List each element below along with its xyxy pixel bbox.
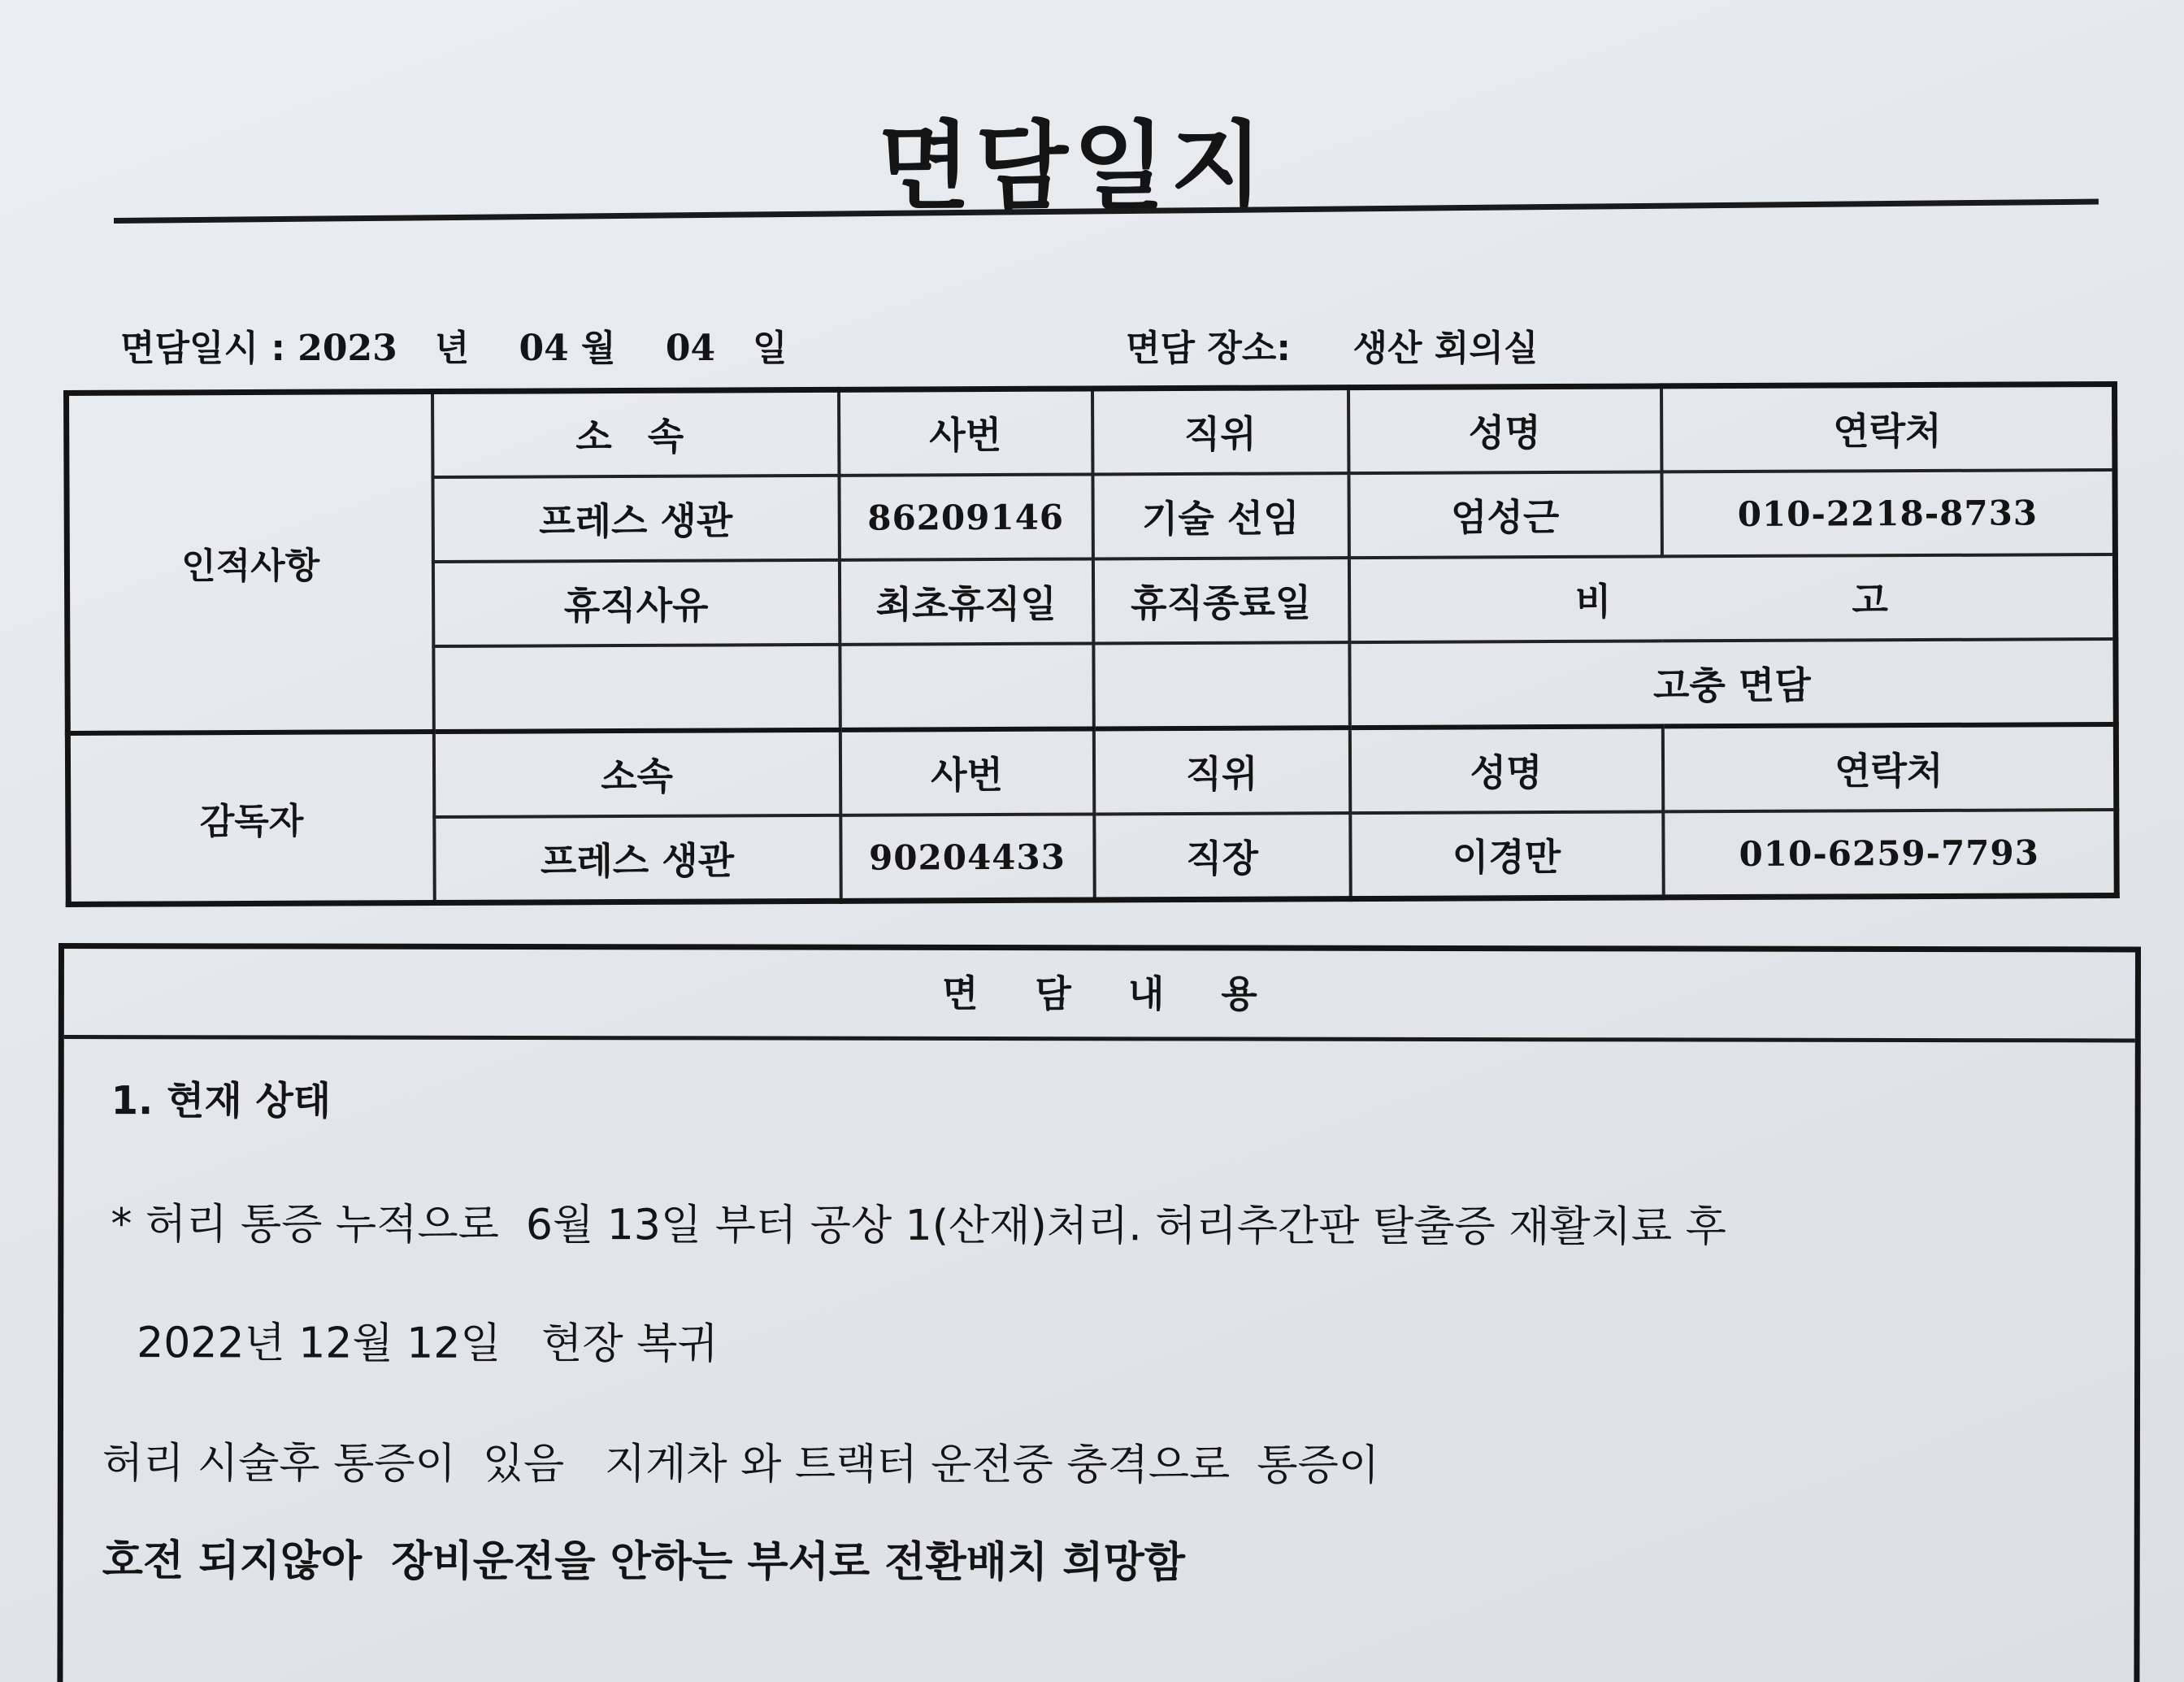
content-line-3: 허리 시술후 통증이 있음 지게차 와 트랙터 운전중 충격으로 통증이 [102,1439,1380,1490]
date-year-unit: 년 [434,328,470,369]
interview-place [1126,319,1538,371]
supervisor-header-row [67,724,2116,819]
leave-end [1093,642,1349,728]
employee-header-row [67,384,2115,478]
employee-dept: 프레스 생관 [432,476,839,562]
leave-header-start: 최초휴직일 [839,558,1092,644]
interview-date [120,319,788,371]
employee-id: 86209146 [839,474,1092,559]
employee-name: 엄성근 [1348,472,1661,558]
supervisor-header-name: 성명 [1349,726,1662,813]
document-title: 면담일지 [878,111,1268,223]
date-day: 04 [665,328,716,369]
interview-content-box [57,943,2141,1682]
supervisor-id: 90204433 [840,814,1094,901]
date-year: 2023 [297,328,397,369]
leave-header-reason: 휴직사유 [432,560,839,646]
employee-header-contact: 연락처 [1661,384,2114,472]
date-label: 면담일시 : [120,328,298,369]
supervisor-name: 이경만 [1350,811,1663,898]
supervisor-position: 직장 [1094,813,1350,900]
supervisor-header-contact: 연락처 [1662,724,2116,811]
employee-header-dept: 소 속 [432,389,839,477]
leave-header-end: 휴직종료일 [1092,558,1348,643]
supervisor-dept: 프레스 생관 [434,815,840,903]
supervisor-header-position: 직위 [1093,728,1349,814]
content-line-1: * 허리 통증 누적으로 6월 13일 부터 공상 1(산재)처리. 허리추간판 탈출증 재활치료 후 [111,1200,1726,1252]
employee-header-position: 직위 [1092,388,1348,475]
content-header: 면담내용 [64,949,2135,1042]
employee-group-label: 인적사항 [67,392,434,733]
employee-contact: 010-2218-8733 [1661,470,2115,556]
date-month: 04 [519,328,569,369]
leave-reason [433,645,840,732]
supervisor-header-id: 사번 [840,728,1093,815]
place-value: 생산 회의실 [1353,328,1539,369]
leave-start [840,643,1093,729]
section-title: 1. 현재 상태 [111,1078,332,1124]
content-line-4: 호전 되지않아 장비운전을 안하는 부서로 전환배치 희망함 [102,1536,1186,1588]
date-day-unit: 일 [753,328,788,369]
date-month-unit: 월 [581,328,616,369]
leave-remarks: 고충 면담 [1349,639,2116,728]
employee-header-id: 사번 [839,389,1092,476]
employee-position: 기술 선임 [1092,473,1348,558]
supervisor-header-dept: 소속 [433,730,840,817]
employee-header-name: 성명 [1348,386,1661,473]
supervisor-contact: 010-6259-7793 [1663,810,2117,898]
supervisor-group-label: 감독자 [67,732,434,904]
personnel-table [63,381,2120,907]
leave-header-remarks: 비 고 [1348,554,2115,642]
content-line-2: 2022년 12월 12일 현장 복귀 [137,1319,719,1369]
place-label: 면담 장소: [1126,328,1291,369]
